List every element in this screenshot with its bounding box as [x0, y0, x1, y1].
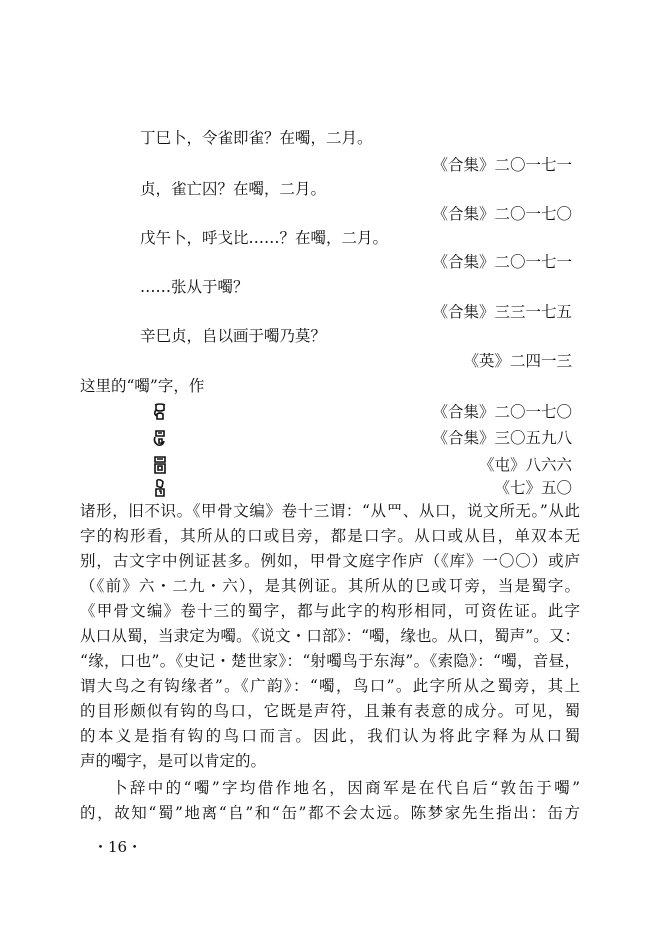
page-number: ・16・	[93, 838, 143, 856]
paragraph-line: 从口从蜀，当隶定为噣。《说文・口部》：“噣，缘也。从口，蜀声”。又：	[80, 627, 580, 645]
glyph-source: 《七》五〇	[494, 479, 572, 497]
quote-line: 戊午卜，呼戈比……？在噣，二月。	[140, 229, 389, 247]
quote-line: 丁巳卜，令雀即雀？在噣，二月。	[140, 129, 373, 147]
paragraph-line: 卜辞中的“噣”字均借作地名，因商军是在代𠂤后“敦缶于噣”	[112, 779, 580, 797]
oracle-glyph-1-icon	[150, 402, 170, 422]
quote-line: 贞，雀亡囚？在噣，二月。	[140, 180, 327, 198]
oracle-glyph-4-icon	[150, 478, 170, 498]
quote-source: 《英》二四一三	[463, 352, 572, 370]
glyph-source: 《合集》二〇一七〇	[432, 403, 572, 421]
paragraph-line: 的本义是指有钩的鸟口而言。因此，我们认为将此字释为从口蜀	[80, 727, 580, 745]
paragraph-line: 《甲骨文编》卷十三的蜀字，都与此字的构形相同，可资佐证。此字	[80, 602, 580, 620]
glyph-source: 《屯》八六六	[478, 456, 572, 474]
quote-source: 《合集》二〇一七一	[432, 156, 572, 174]
paragraph-line: 谓大鸟之有钩缘者”。《广韵》：“噣，鸟口”。此字所从之蜀旁，其上	[80, 677, 580, 695]
paragraph-line: 别，古文字中例证甚多。例如，甲骨文庭字作庐（《库》一〇〇）或庐	[80, 552, 580, 570]
paragraph-line: （《前》六・二九・六），是其例证。其所从的㔾或㔿旁，当是蜀字。	[80, 577, 580, 595]
quote-line: ……张从于噣？	[140, 278, 249, 296]
oracle-glyph-3-icon	[150, 455, 170, 475]
quote-source: 《合集》三三一七五	[432, 303, 572, 321]
paragraph-line: 的目形颇似有钩的鸟口，它既是声符，且兼有表意的成分。可见，蜀	[80, 702, 580, 720]
quote-line: 辛巳贞，𠂤以画于噣乃莫？	[140, 327, 327, 345]
glyph-source: 《合集》三〇五九八	[432, 429, 572, 447]
paragraph-line: 声的噣字，是可以肯定的。	[80, 752, 267, 770]
quote-source: 《合集》二〇一七〇	[432, 205, 572, 223]
paragraph-line: 诸形，旧不识。《甲骨文编》卷十三谓：“从罒、从口，说文所无。”从此	[80, 502, 580, 520]
paragraph-line: 字的构形看，其所从的口或㠯旁，都是口字。从口或从㠯，单双本无	[80, 527, 580, 545]
quote-source: 《合集》二〇一七一	[432, 253, 572, 271]
oracle-glyph-2-icon	[150, 428, 170, 448]
intro-line: 这里的“噣”字，作	[80, 377, 205, 395]
paragraph-line: 的，故知“蜀”地离“𠂤”和“缶”都不会太远。陈梦家先生指出：缶方	[80, 804, 580, 822]
paragraph-line: “缘，口也”。《史记・楚世家》：“射噣鸟于东海”。《索隐》：“噣，音昼，	[80, 652, 580, 670]
